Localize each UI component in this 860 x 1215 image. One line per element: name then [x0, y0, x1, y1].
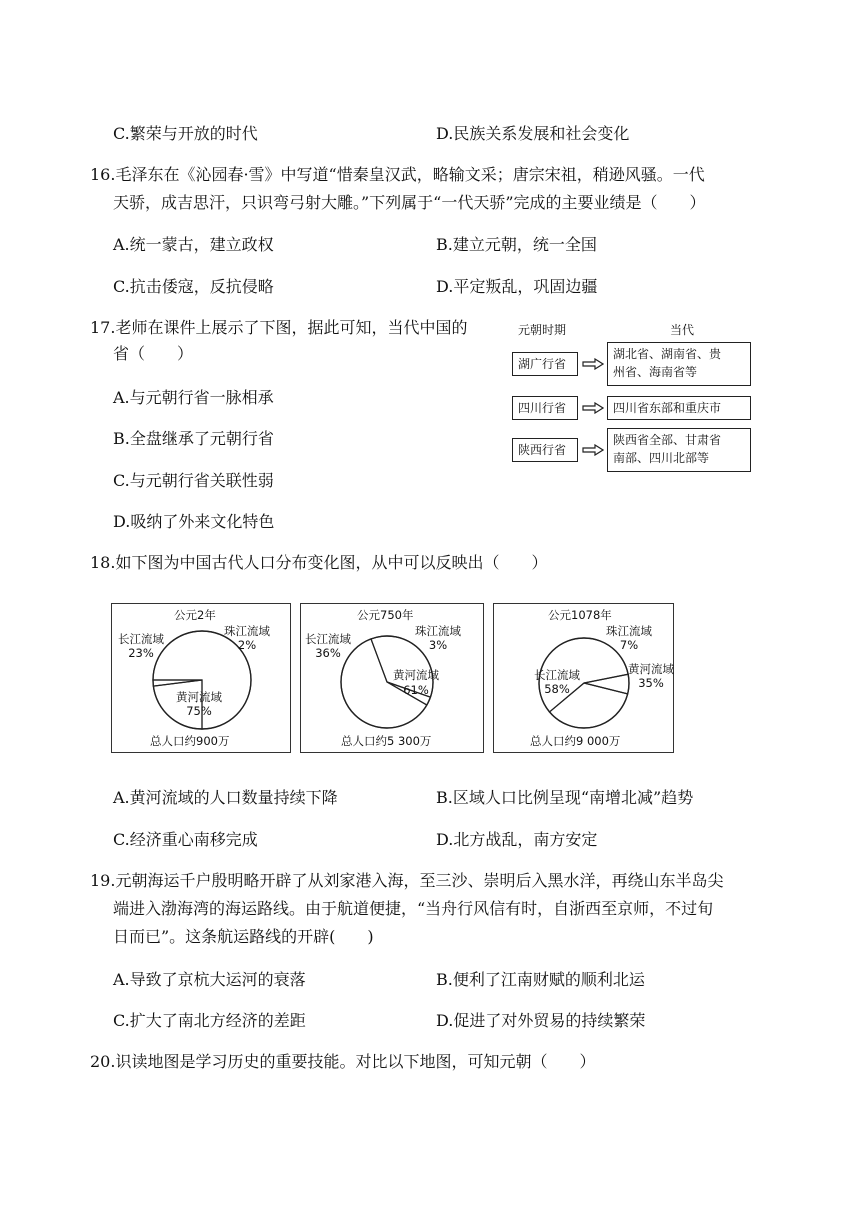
- table-row-3-modern: [607, 428, 751, 472]
- q19-option-b: B.便利了江南财赋的顺利北运: [436, 970, 645, 989]
- q16-option-a: A.统一蒙古，建立政权: [113, 235, 274, 254]
- arrow-right-icon: [582, 358, 604, 370]
- pie-1-huanghe-name: 黄河流域: [393, 668, 439, 682]
- q18-option-c: C.经济重心南移完成: [113, 830, 258, 849]
- pie-1-changjiang-name: 长江流域: [305, 632, 351, 646]
- q19-stem-line2: 端进入渤海湾的海运路线。由于航道便捷，“当舟行风信有时，自浙西至京师，不过旬: [113, 899, 714, 918]
- q17-option-d: D.吸纳了外来文化特色: [113, 512, 275, 531]
- q17-option-c: C.与元朝行省关联性弱: [113, 471, 274, 490]
- table-row-3-modern-line1: 陕西省全部、甘肃省: [613, 433, 722, 447]
- table-row-2-yuan: 四川行省: [512, 396, 578, 420]
- arrow-right-icon: [582, 402, 604, 414]
- arrow-right-icon: [582, 444, 604, 456]
- q17-province-table: [510, 318, 760, 473]
- pie-2-changjiang-name: 长江流域: [534, 668, 580, 682]
- q19-option-a: A.导致了京杭大运河的衰落: [113, 970, 306, 989]
- pie-chart-year-750: [300, 603, 484, 753]
- pie-1-title: 公元750年: [357, 608, 414, 622]
- pie-0-huanghe-value: 75%: [186, 704, 212, 718]
- pie-1-footer: 总人口约5 300万: [341, 734, 432, 748]
- pie-0-huanghe-name: 黄河流域: [176, 690, 222, 704]
- q20-stem: 20.识读地图是学习历史的重要技能。对比以下地图，可知元朝（ ）: [90, 1052, 596, 1071]
- pie-0-footer: 总人口约900万: [150, 734, 230, 748]
- pie-2-zhujiang-value: 7%: [619, 638, 639, 652]
- pie-2-huanghe-name: 黄河流域: [628, 662, 674, 676]
- pie-2-label-zhujiang: [606, 624, 652, 652]
- q19-stem-line3: 日而已”。这条航运路线的开辟( ): [113, 927, 374, 946]
- table-header-modern: 当代: [670, 323, 695, 337]
- q15-option-c: C.繁荣与开放的时代: [113, 124, 258, 143]
- q19-stem-line1: 19.元朝海运千户殷明略开辟了从刘家港入海，至三沙、崇明后入黑水洋，再绕山东半岛尖: [90, 871, 724, 890]
- pie-0-changjiang-value: 23%: [128, 646, 154, 660]
- q17-option-b: B.全盘继承了元朝行省: [113, 429, 274, 448]
- table-row-1-yuan: 湖广行省: [512, 352, 578, 376]
- table-row-3-yuan: 陕西行省: [512, 438, 578, 462]
- q17-stem-line1: 17.老师在课件上展示了下图，据此可知，当代中国的: [90, 318, 468, 337]
- q19-option-d: D.促进了对外贸易的持续繁荣: [436, 1011, 646, 1030]
- pie-0-changjiang-name: 长江流域: [118, 632, 164, 646]
- pie-1-label-huanghe: [393, 668, 439, 697]
- pie-2-label-changjiang: [534, 668, 580, 696]
- q17-option-a: A.与元朝行省一脉相承: [113, 388, 274, 407]
- pie-1-zhujiang-name: 珠江流域: [415, 624, 461, 638]
- q19-option-c: C.扩大了南北方经济的差距: [113, 1011, 306, 1030]
- q17-stem-line2: 省（ ）: [113, 344, 194, 363]
- q16-stem-line1: 16.毛泽东在《沁园春·雪》中写道“惜秦皇汉武，略输文采；唐宗宋祖，稍逊风骚。一代: [90, 165, 705, 184]
- pie-1-label-zhujiang: [415, 624, 461, 652]
- table-header-yuan: 元朝时期: [518, 323, 567, 337]
- pie-0-label-huanghe: [176, 690, 222, 718]
- pie-0-zhujiang-name: 珠江流域: [224, 624, 270, 638]
- pie-1-label-changjiang: [305, 632, 351, 660]
- q16-stem-line2: 天骄，成吉思汗，只识弯弓射大雕。”下列属于“一代天骄”完成的主要业绩是（ ）: [113, 193, 706, 212]
- table-row-1-modern: [607, 342, 751, 386]
- pie-1-changjiang-value: 36%: [315, 646, 341, 660]
- q18-option-d: D.北方战乱，南方安定: [436, 830, 598, 849]
- q18-option-b: B.区域人口比例呈现“南增北减”趋势: [436, 788, 694, 807]
- pie-chart-year-2: [111, 603, 291, 753]
- pie-2-label-huanghe: [628, 662, 674, 690]
- pie-0-title: 公元2年: [174, 608, 216, 622]
- q18-stem: 18.如下图为中国古代人口分布变化图，从中可以反映出（ ）: [90, 553, 548, 572]
- q16-option-c: C.抗击倭寇，反抗侵略: [113, 277, 274, 296]
- pie-2-footer: 总人口约9 000万: [530, 734, 621, 748]
- q16-option-d: D.平定叛乱，巩固边疆: [436, 277, 598, 296]
- q16-option-b: B.建立元朝，统一全国: [436, 235, 597, 254]
- table-row-1-modern-line1: 湖北省、湖南省、贵: [613, 347, 722, 361]
- pie-0-zhujiang-value: 2%: [237, 638, 257, 652]
- pie-1-huanghe-value: 61%: [403, 682, 429, 697]
- table-row-2-modern: 四川省东部和重庆市: [607, 396, 751, 420]
- pie-2-title: 公元1078年: [548, 608, 612, 622]
- q18-option-a: A.黄河流域的人口数量持续下降: [113, 788, 338, 807]
- pie-chart-year-1078: [493, 603, 674, 753]
- pie-0-label-zhujiang: [224, 624, 270, 652]
- pie-1-zhujiang-value: 3%: [428, 638, 448, 652]
- pie-2-zhujiang-name: 珠江流域: [606, 624, 652, 638]
- pie-0-label-changjiang: [118, 632, 164, 660]
- table-row-3-modern-line2: 南部、四川北部等: [613, 451, 710, 465]
- q15-option-d: D.民族关系发展和社会变化: [436, 124, 630, 143]
- pie-2-huanghe-value: 35%: [638, 676, 664, 690]
- table-row-1-modern-line2: 州省、海南省等: [613, 365, 698, 379]
- pie-2-changjiang-value: 58%: [544, 682, 570, 696]
